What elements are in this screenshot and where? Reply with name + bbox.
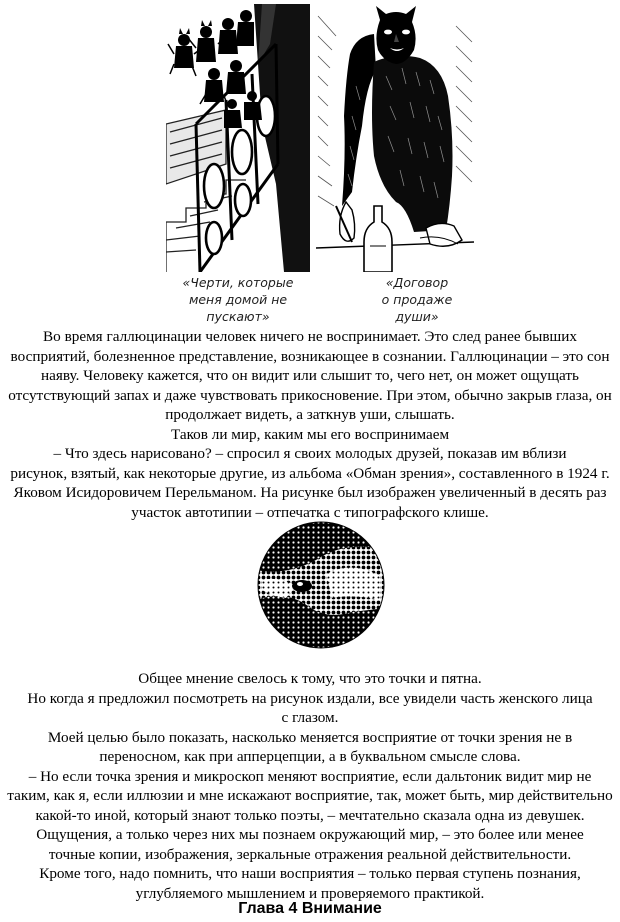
- paragraph-line: отсутствующий запах и даже чувствовать прикосновение. При этом, обычно закрыв глаза, он: [8, 386, 612, 404]
- paragraph-line: Моей целью было показать, насколько меняется восприятие от точки зрения не в: [47, 728, 573, 746]
- chapter-heading: Глава 4 Внимание: [238, 900, 382, 917]
- devils-on-staircase-illustration: [166, 4, 310, 272]
- figure-caption-right: «Договор о продаже души»: [381, 275, 453, 324]
- paragraph-line: углубляемого мышлением и проверяемого практикой.: [135, 884, 485, 902]
- paragraph-line: Яковом Исидоровичем Перельманом. На рисунке был изображен увеличенный в десять раз: [13, 484, 607, 501]
- paragraph-line: участок автотипии – отпечатка с типографского клише.: [131, 503, 489, 521]
- paragraph-line: таким, как я, если иллюзии и мне искажают восприятие, так, может быть, мир действительно: [7, 787, 613, 804]
- halftone-eye-image: [256, 520, 386, 650]
- paragraph-line: продолжает видеть, а заткнув уши, слышать.: [165, 406, 455, 423]
- paragraph-line: Но когда я предложил посмотреть на рисунок издали, все увидели часть женского лица: [27, 689, 593, 707]
- paragraph-line: Во время галлюцинации человек ничего не воспринимает. Это след ранее бывших: [43, 328, 577, 345]
- paragraph-line: какой-то иной, который знают только поэты, – мечтательно сказала одна из девушек.: [35, 806, 585, 824]
- text-block-1: [0, 327, 620, 522]
- paragraph-line: точные копии, изображения, зеркальные отражения реальной действительности.: [48, 845, 572, 863]
- paragraph-line: – Что здесь нарисовано? – спросил я своих молодых друзей, показав им вблизи: [53, 445, 567, 462]
- paragraph-line: рисунок, взятый, как некоторые другие, из альбома «Обман зрения», составленного в 1924 г.: [10, 464, 610, 482]
- paragraph-line: Ощущения, а только через них мы познаем окружающий мир, – это более или менее: [36, 826, 584, 843]
- paragraph-line: восприятий, болезненное представление, возникающее в сознании. Галлюцинации – это сон: [10, 347, 610, 365]
- figure-caption-left: «Черти, которые меня домой не пускают»: [182, 275, 294, 324]
- paragraph-line: наяву. Человеку кажется, что он видит или слышит то, чего нет, он может ощущать: [41, 367, 579, 384]
- paragraph-line: с глазом.: [281, 709, 339, 726]
- paragraph-line: переносном, как при апперцепции, а в буквальном смысле слова.: [99, 748, 521, 765]
- paragraph-line: Таков ли мир, каким мы его воспринимаем: [170, 425, 450, 443]
- paragraph-line: Общее мнение свелось к тому, что это точки и пятна.: [138, 670, 482, 687]
- paragraph-line: – Но если точка зрения и микроскоп меняют восприятие, если дальтоник видит мир не: [28, 767, 592, 785]
- paragraph-line: Кроме того, надо помнить, что наши восприятия – только первая ступень познания,: [39, 865, 581, 882]
- text-block-2: [0, 669, 620, 903]
- devil-signing-contract-illustration: [316, 6, 474, 272]
